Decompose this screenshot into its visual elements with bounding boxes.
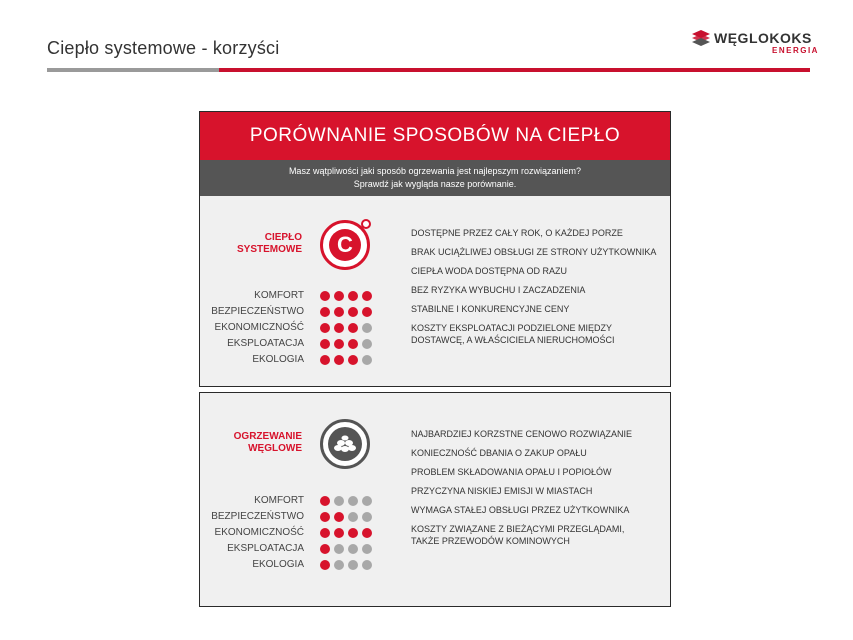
rating-row [320, 509, 376, 525]
rating-dot-empty [334, 544, 344, 554]
subtitle-line-1: Masz wątpliwości jaki sposób ogrzewania jest najlepszym rozwiązaniem? [288, 166, 582, 176]
rating-dot-empty [362, 512, 372, 522]
district-features-list [411, 228, 661, 354]
district-heading-line-1: CIEPŁO [264, 232, 302, 243]
slide-title: Ciepło systemowe - korzyści [47, 38, 280, 58]
rating-dot-filled [334, 512, 344, 522]
feature-item: TAKŻE PRZEWODÓW KOMINOWYCH [411, 536, 570, 546]
rating-dot-filled [348, 323, 358, 333]
rating-dot-filled [320, 512, 330, 522]
criterion-label: BEZPIECZEŃSTWO [211, 511, 304, 522]
rating-dot-empty [362, 323, 372, 333]
infographic-title: PORÓWNANIE SPOSOBÓW NA CIEPŁO [200, 112, 670, 160]
criterion-label: EKONOMICZNOŚĆ [214, 527, 304, 538]
district-heating-heading [192, 232, 302, 256]
rating-dot-filled [348, 528, 358, 538]
rating-dot-filled [320, 544, 330, 554]
logo-name: WĘGLOKOKS [714, 30, 812, 46]
rating-dot-filled [348, 307, 358, 317]
rating-dot-filled [320, 560, 330, 570]
feature-item: WYMAGA STAŁEJ OBSŁUGI PRZEZ UŻYTKOWNIKA [411, 505, 630, 515]
coal-heating-panel [199, 392, 671, 607]
rating-dot-empty [348, 496, 358, 506]
feature-item: PRZYCZYNA NISKIEJ EMISJI W MIASTACH [411, 486, 593, 496]
rating-dot-filled [334, 307, 344, 317]
coal-heading-line-1: OGRZEWANIE [233, 431, 302, 442]
rating-dot-empty [362, 496, 372, 506]
coal-pile-icon [320, 419, 370, 469]
feature-item: BRAK UCIĄŻLIWEJ OBSŁUGI ZE STRONY UŻYTKOWNIKA [411, 247, 657, 257]
district-heat-c-icon [320, 220, 370, 270]
rating-dot-empty [348, 512, 358, 522]
rating-row [320, 320, 376, 336]
feature-item: KONIECZNOŚĆ DBANIA O ZAKUP OPAŁU [411, 448, 587, 458]
coal-rating-dots [320, 493, 376, 573]
feature-item: CIEPŁA WODA DOSTĘPNA OD RAZU [411, 266, 568, 276]
logo-mark-icon [690, 30, 712, 48]
criterion-label: EKSPLOATACJA [227, 338, 304, 349]
rating-dot-filled [334, 323, 344, 333]
coal-criteria-list [184, 493, 304, 573]
rating-dot-empty [362, 339, 372, 349]
subtitle-line-2: Sprawdź jak wygląda nasze porównanie. [353, 179, 517, 189]
criterion-label: KOMFORT [254, 495, 304, 506]
feature-item: KOSZTY ZWIĄZANE Z BIEŻĄCYMI PRZEGLĄDAMI, [411, 524, 625, 534]
rating-dot-filled [320, 323, 330, 333]
feature-item: DOSTAWCĘ, A WŁAŚCICIELA NIERUCHOMOŚCI [411, 335, 615, 345]
criterion-label: BEZPIECZEŃSTWO [211, 306, 304, 317]
rating-dot-empty [334, 496, 344, 506]
feature-item: DOSTĘPNE PRZEZ CAŁY ROK, O KAŻDEJ PORZE [411, 228, 623, 238]
rating-dot-filled [320, 291, 330, 301]
rating-row [320, 557, 376, 573]
rating-dot-filled [320, 307, 330, 317]
district-heading-line-2: SYSTEMOWE [236, 244, 302, 255]
coal-features-list [411, 429, 661, 555]
rating-row [320, 288, 376, 304]
rating-dot-filled [334, 355, 344, 365]
criterion-label: KOMFORT [254, 290, 304, 301]
district-heat-letter: C [329, 229, 361, 261]
criterion-label: EKSPLOATACJA [227, 543, 304, 554]
rating-row [320, 525, 376, 541]
rating-dot-filled [320, 355, 330, 365]
rating-dot-filled [362, 307, 372, 317]
rating-dot-filled [334, 528, 344, 538]
rating-dot-filled [320, 496, 330, 506]
district-heating-panel [199, 111, 671, 387]
rating-dot-filled [348, 339, 358, 349]
feature-item: BEZ RYZYKA WYBUCHU I ZACZADZENIA [411, 285, 586, 295]
rating-dot-empty [334, 560, 344, 570]
rating-dot-filled [334, 339, 344, 349]
rating-row [320, 541, 376, 557]
company-logo [690, 28, 820, 58]
criterion-label: EKONOMICZNOŚĆ [214, 322, 304, 333]
coal-heating-heading [192, 431, 302, 455]
feature-item: STABILNE I KONKURENCYJNE CENY [411, 304, 570, 314]
rating-row [320, 304, 376, 320]
rating-dot-filled [334, 291, 344, 301]
rating-dot-filled [320, 339, 330, 349]
rating-dot-filled [348, 291, 358, 301]
title-rule-red [219, 68, 810, 72]
rating-dot-filled [362, 528, 372, 538]
feature-item: KOSZTY EKSPLOATACJI PODZIELONE MIĘDZY [411, 323, 613, 333]
rating-row [320, 352, 376, 368]
rating-dot-empty [362, 544, 372, 554]
rating-dot-empty [362, 560, 372, 570]
rating-dot-filled [348, 355, 358, 365]
rating-dot-filled [320, 528, 330, 538]
title-rule-grey [47, 68, 219, 72]
infographic-subtitle [200, 160, 670, 196]
rating-row [320, 493, 376, 509]
coal-lumps-icon [328, 427, 362, 461]
rating-dot-filled [362, 291, 372, 301]
rating-dot-empty [348, 544, 358, 554]
feature-item: NAJBARDZIEJ KORZSTNE CENOWO ROZWIĄZANIE [411, 429, 633, 439]
criterion-label: EKOLOGIA [252, 354, 304, 365]
rating-dot-empty [362, 355, 372, 365]
degree-dot-icon [361, 219, 371, 229]
criterion-label: EKOLOGIA [252, 559, 304, 570]
feature-item: PROBLEM SKŁADOWANIA OPAŁU I POPIOŁÓW [411, 467, 612, 477]
rating-dot-empty [348, 560, 358, 570]
district-rating-dots [320, 288, 376, 368]
logo-subtitle: ENERGIA [772, 46, 819, 55]
coal-heading-line-2: WĘGLOWE [248, 443, 302, 454]
rating-row [320, 336, 376, 352]
district-criteria-list [184, 288, 304, 368]
